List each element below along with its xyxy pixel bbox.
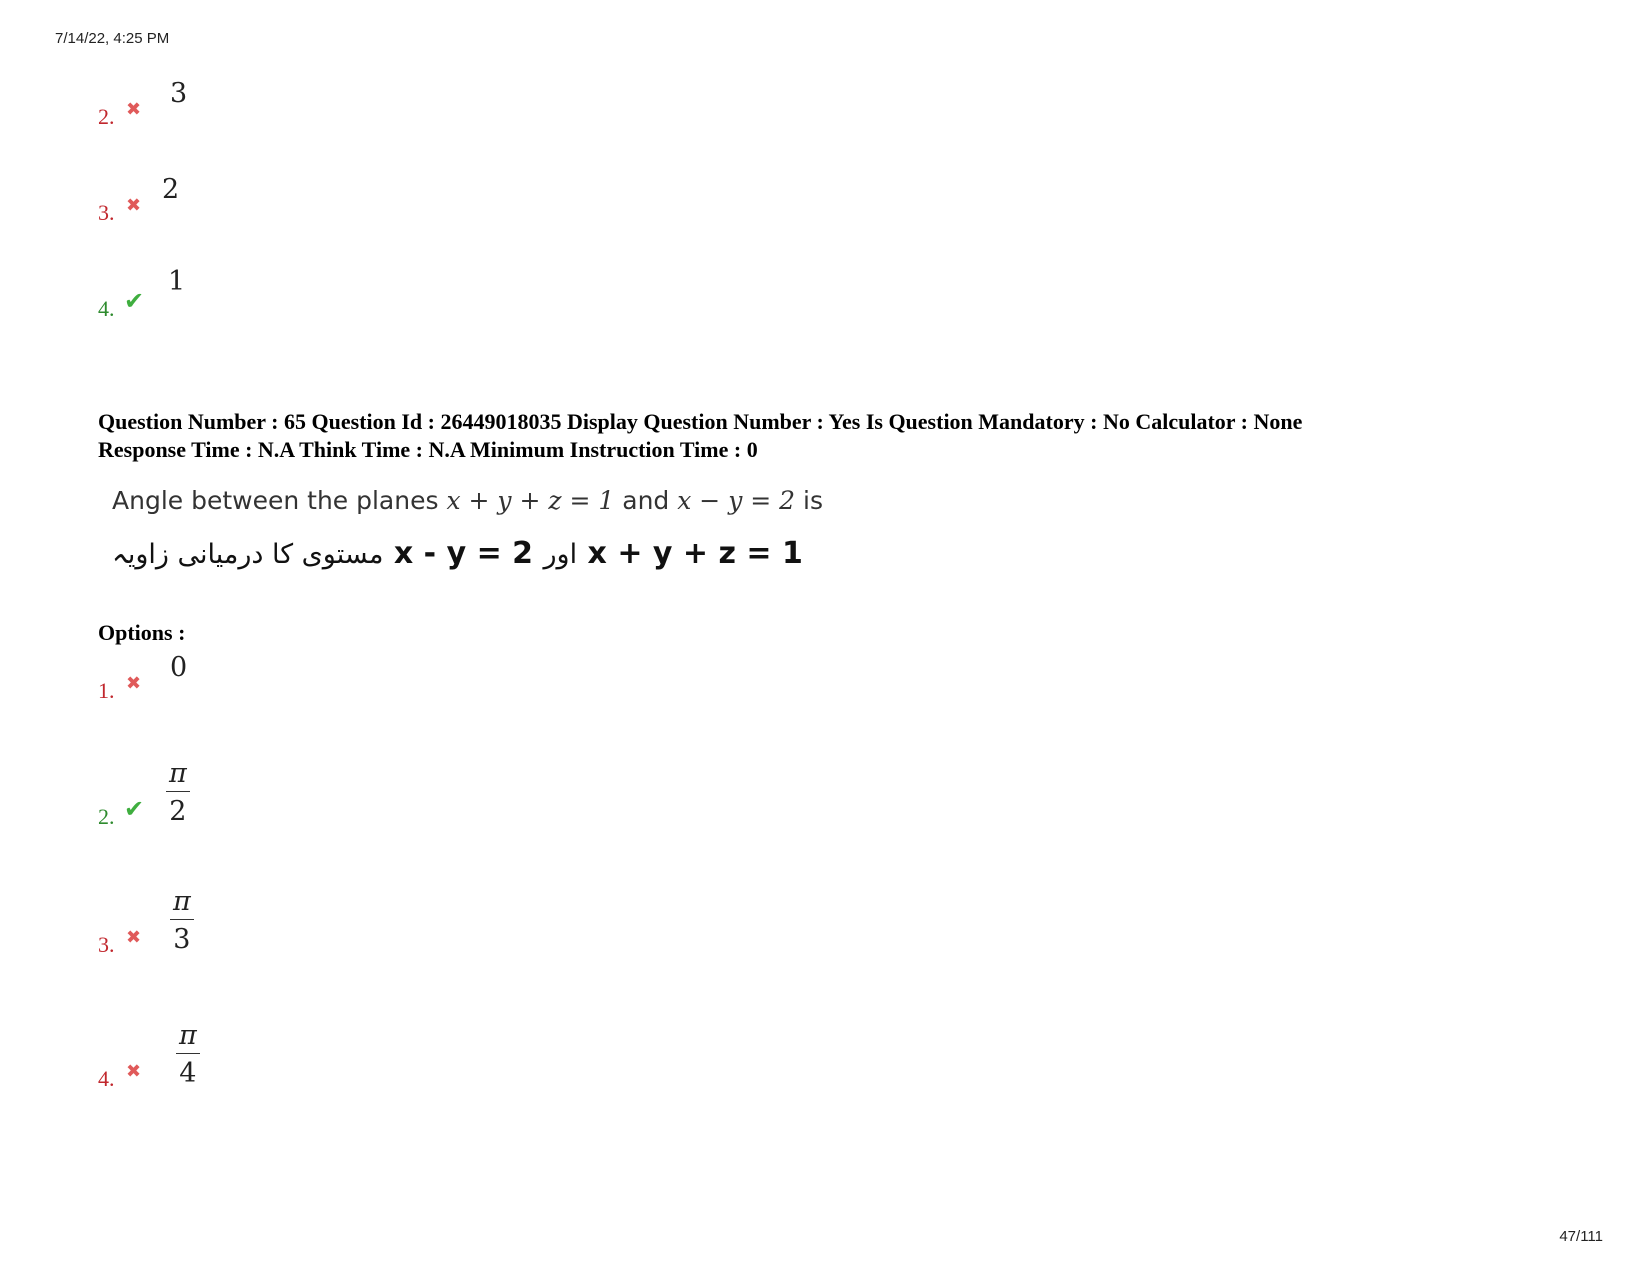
- equation-plane-1: x + y + z = 1: [446, 486, 615, 515]
- option-fraction: [170, 888, 194, 953]
- urdu-equation-plane-2: x - y = 2: [393, 536, 534, 571]
- cross-icon: ✖: [126, 99, 142, 119]
- option-value: 2: [162, 174, 180, 205]
- question-text-urdu: [112, 536, 803, 571]
- cross-icon: ✖: [126, 1061, 142, 1081]
- question-text-english: [112, 486, 823, 515]
- fraction-denominator: 4: [179, 1058, 197, 1089]
- question-text-is: is: [803, 486, 823, 515]
- option-number: 2.: [98, 804, 115, 829]
- option-number: 2.: [98, 104, 115, 129]
- option-fraction: [166, 760, 190, 825]
- cross-icon: ✖: [126, 927, 142, 947]
- print-timestamp: 7/14/22, 4:25 PM: [55, 30, 170, 47]
- fraction-numerator: π: [170, 888, 194, 920]
- question-body: [112, 486, 832, 591]
- option-number: 1.: [98, 678, 115, 703]
- check-icon: ✔: [124, 797, 145, 823]
- option-value: 1: [168, 266, 186, 297]
- option-number: 3.: [98, 200, 115, 225]
- question-text-and: and: [622, 486, 670, 515]
- urdu-equation-plane-1: x + y + z = 1: [587, 536, 803, 571]
- equation-plane-2: x − y = 2: [677, 486, 796, 515]
- fraction-numerator: π: [176, 1022, 200, 1054]
- question-text-prefix: Angle between the planes: [112, 486, 439, 515]
- option-number: 4.: [98, 1066, 115, 1091]
- option-number: 3.: [98, 932, 115, 957]
- options-label: Options :: [98, 620, 186, 645]
- check-icon: ✔: [124, 289, 145, 315]
- question-meta: [98, 408, 1598, 464]
- fraction-numerator: π: [166, 760, 190, 792]
- option-number: 4.: [98, 296, 115, 321]
- cross-icon: ✖: [126, 673, 142, 693]
- fraction-denominator: 2: [169, 796, 187, 827]
- page-number: 47/111: [1559, 1228, 1603, 1245]
- cross-icon: ✖: [126, 195, 142, 215]
- option-value: 3: [170, 78, 188, 109]
- question-meta-line1: Question Number : 65 Question Id : 26449018035 Display Question Number : Yes Is Question Mandatory : No Calculator : None: [98, 409, 1303, 434]
- fraction-denominator: 3: [173, 924, 191, 955]
- option-fraction: [176, 1022, 200, 1087]
- urdu-and-text: اور: [543, 539, 578, 570]
- question-meta-line2: Response Time : N.A Think Time : N.A Minimum Instruction Time : 0: [98, 437, 758, 462]
- urdu-angle-text: مستوی کا درمیانی زاویہ: [112, 539, 384, 570]
- option-value: 0: [170, 652, 188, 683]
